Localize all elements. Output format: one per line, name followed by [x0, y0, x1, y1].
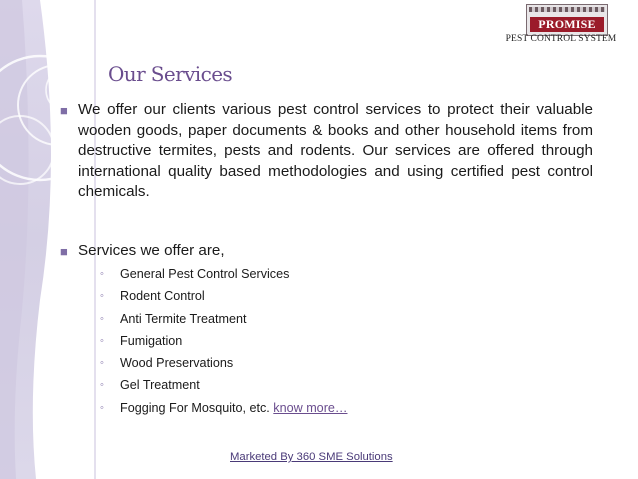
service-label: Fogging For Mosquito, etc.: [120, 400, 270, 415]
circle-bullet-icon: ◦: [100, 312, 104, 325]
list-item: [100, 375, 500, 397]
intro-text: We offer our clients various pest control services to protect their valuable wooden goods, paper documents & books and other household items from destructive termites, pests and rodents. Our services are offered through international quality based methodologies and using certified pest control chemicals.: [78, 101, 593, 200]
marketed-by-link[interactable]: Marketed By 360 SME Solutions: [230, 451, 393, 463]
list-item: [100, 353, 500, 375]
service-item-with-link: [120, 398, 347, 418]
services-intro-text: Services we offer are,: [78, 242, 225, 259]
logo-subtitle: PEST CONTROL SYSTEM: [505, 34, 617, 44]
slide-title: Our Services: [108, 62, 233, 86]
list-item: [100, 286, 500, 308]
square-bullet-icon: ■: [60, 244, 68, 259]
list-item: [100, 264, 500, 286]
service-label: Anti Termite Treatment: [120, 311, 247, 326]
service-label: Wood Preservations: [120, 356, 234, 371]
logo-word: PROMISE: [530, 17, 604, 32]
circle-bullet-icon: ◦: [100, 334, 104, 347]
service-label: Gel Treatment: [120, 378, 200, 393]
circle-bullet-icon: ◦: [100, 290, 104, 303]
bullet-paragraph-intro: [60, 100, 593, 203]
circle-bullet-icon: ◦: [100, 357, 104, 370]
circle-bullet-icon: ◦: [100, 379, 104, 392]
square-bullet-icon: ■: [60, 103, 68, 118]
company-logo: [490, 4, 632, 46]
know-more-link[interactable]: know more…: [273, 400, 348, 415]
services-list: [100, 264, 500, 420]
list-item: [100, 309, 500, 331]
list-item: [100, 331, 500, 353]
logo-stripe: [529, 7, 605, 12]
logo-emblem: [526, 4, 608, 36]
bullet-paragraph-services: [60, 241, 593, 262]
circle-bullet-icon: ◦: [100, 268, 104, 280]
service-label: Rodent Control: [120, 289, 205, 304]
service-label: General Pest Control Services: [120, 267, 290, 281]
circle-bullet-icon: ◦: [100, 401, 104, 414]
service-label: Fumigation: [120, 333, 183, 348]
decorative-circles-panel: [0, 0, 110, 479]
list-item: [100, 398, 500, 420]
